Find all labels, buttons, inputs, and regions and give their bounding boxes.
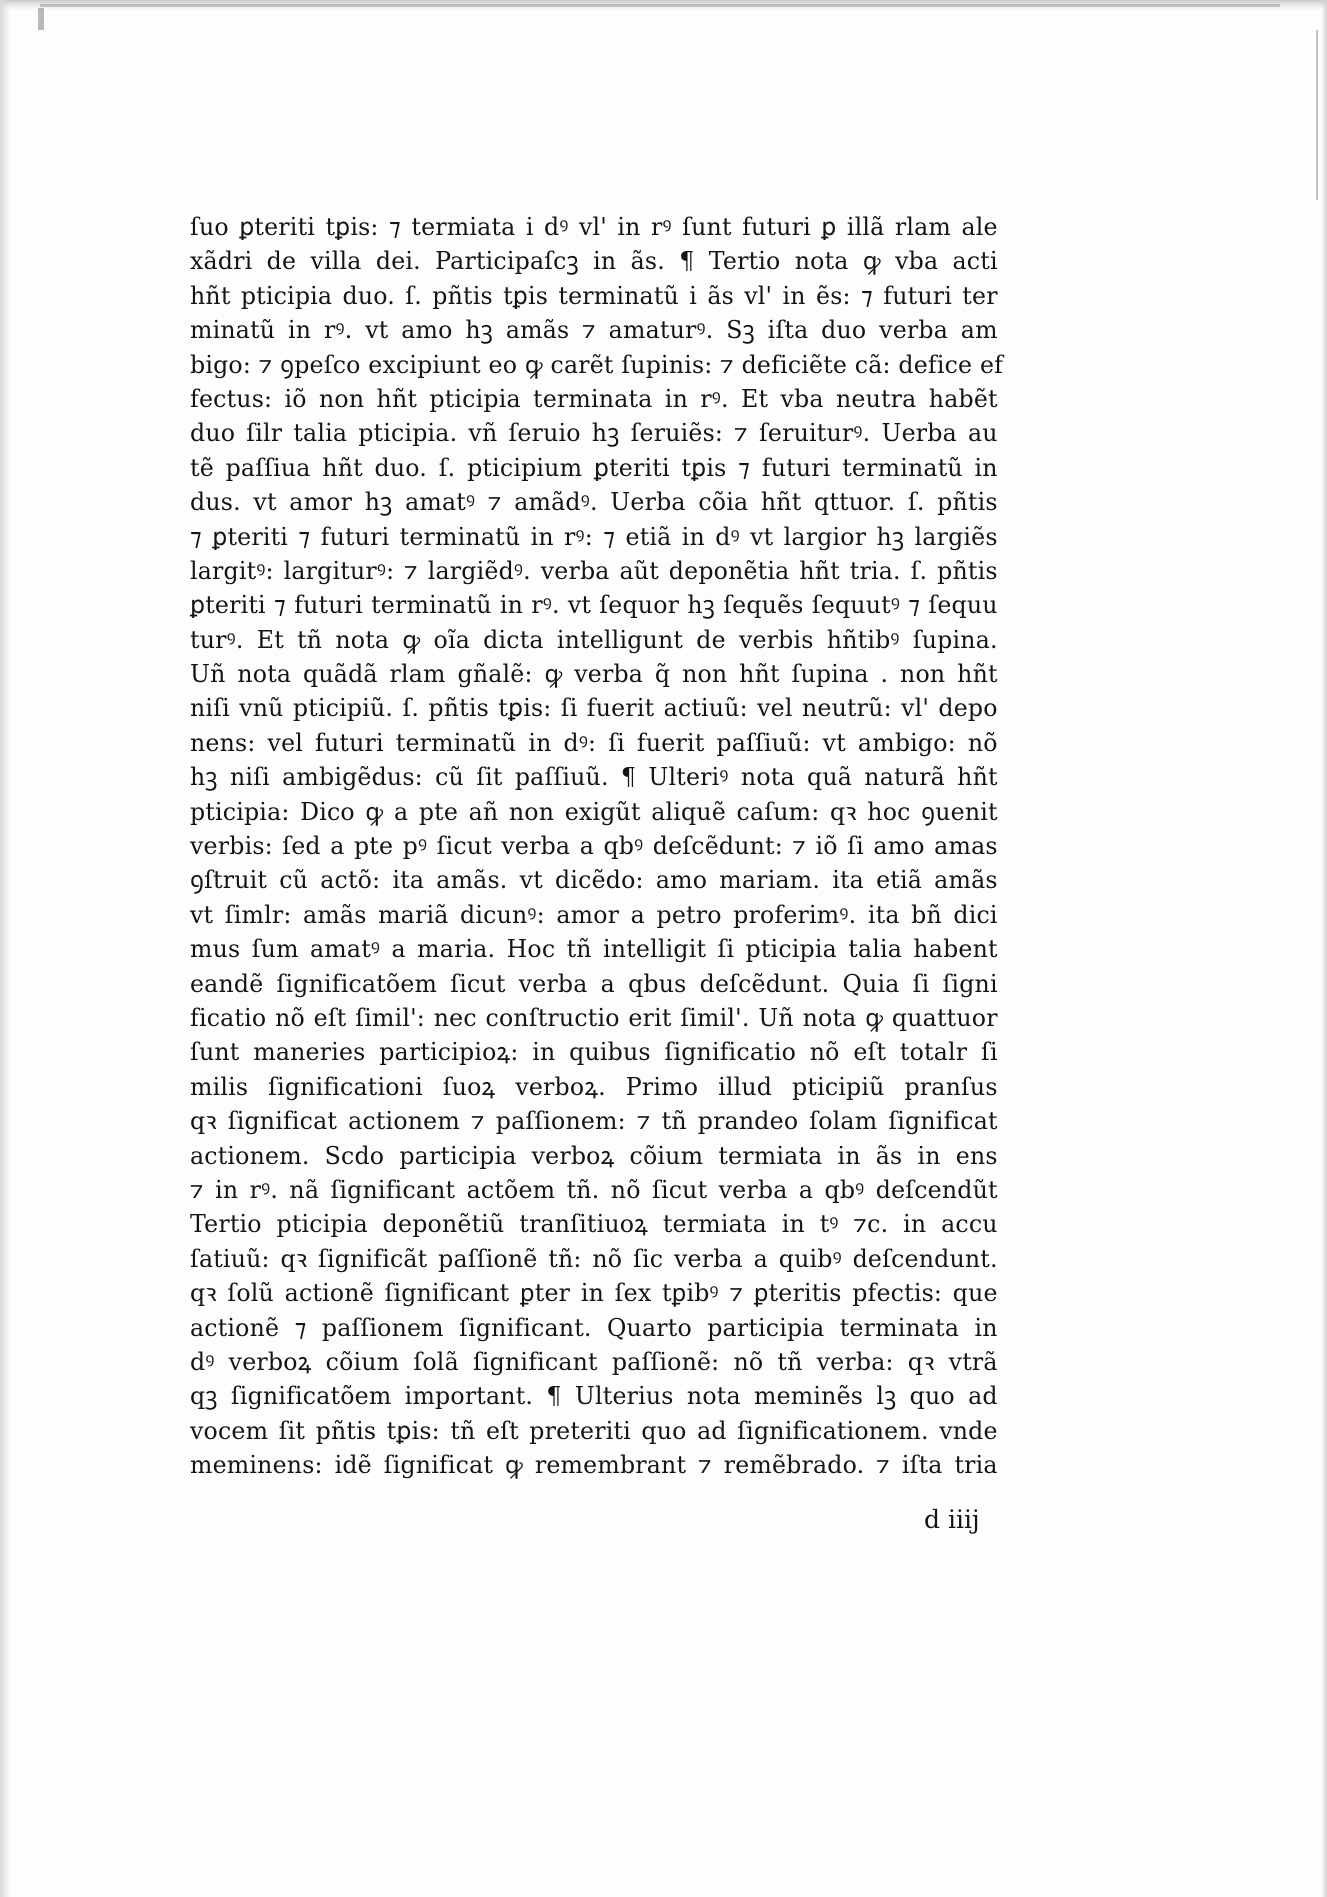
text-line: actionẽ ⁊ paſſionem ſignificant. Quarto participia terminata in [190,1313,998,1342]
text-line: vt ſimlr: amãs mariã dicunꝰ: amor a petro proferimꝰ. ita bñ dici [190,900,998,929]
text-line: tẽ paſſiua hñt duo. ſ. pticipium ꝑteriti tꝑis ⁊ futuri terminatũ in [190,453,998,482]
text-line: ꝯſtruit cũ actõ: ita amãs. vt dicẽdo: amo mariam. ita etiã amãs [190,866,998,895]
text-line: pticipia: Dico ꝙ a pte añ non exigũt aliquẽ caſum: qꝛ hoc ꝯuenit [190,797,998,826]
text-line: hꝫ niſi ambigẽdus: cũ ſit paſſiuũ. ¶ Ulteriꝰ nota quã naturã hñt [190,763,998,792]
text-line: fectus: iõ non hñt pticipia terminata in rꝰ. Et vba neutra habẽt [190,384,998,413]
scan-right-shadow-line [1316,30,1318,200]
signature-mark: d iiij [924,1505,980,1534]
text-line: nens: vel futuri terminatũ in dꝰ: ſi fuerit paſſiuũ: vt ambigo: nõ [190,728,998,757]
text-line: verbis: ſed a pte pꝰ ſicut verba a qbꝰ deſcẽdunt: ⁊ iõ ſi amo amas [190,832,998,861]
text-line: ſuo ꝑteriti tꝑis: ⁊ termiata i dꝰ vl' in rꝰ ſunt futuri ꝑ illã rlam ale [190,213,998,241]
text-line: actionem. Scdo participia verboꝝ cõium termiata in ãs in ens [190,1141,998,1170]
text-line: minatũ in rꝰ. vt amo hꝫ amãs ⁊ amaturꝰ. Sꝫ iſta duo verba am [190,316,998,345]
text-line: qꝛ ſolũ actionẽ ſignificant ꝑter in ſex tꝑibꝰ ⁊ ꝑteritis pfectis: que [190,1279,998,1308]
text-line: xãdri de villa dei. Participaſcꝫ in ãs. ¶ Tertio nota ꝙ vba acti [190,247,998,276]
text-line: eandẽ ſignificatõem ſicut verba a qbus deſcẽdunt. Quia ſi ſigni [190,969,998,998]
text-line: duo ſilr talia pticipia. vñ ſeruio hꝫ ſeruiẽs: ⁊ ſeruiturꝰ. Uerba au [190,419,998,448]
text-line: Uñ nota quãdã rlam gñalẽ: ꝙ verba q̃ non hñt ſupina . non hñt [190,660,998,689]
text-line: niſi vnũ pticipiũ. ſ. pñtis tꝑis: ſi fuerit actiuũ: vel neutrũ: vl' depo [190,694,998,723]
text-line: ſunt maneries participioꝝ: in quibus ſignificatio nõ eſt totalr ſi [190,1038,998,1067]
scan-left-edge [0,0,10,1897]
text-line: ſatiuũ: qꝛ ſignificãt paſſionẽ tñ: nõ ſic verba a quibꝰ deſcendunt. [190,1244,998,1273]
text-line: ⁊ ꝑteriti ⁊ futuri terminatũ in rꝰ: ⁊ etiã in dꝰ vt largior hꝫ largiẽs [190,522,998,551]
text-line: ⁊ in rꝰ. nã ſignificant actõem tñ. nõ ſicut verba a qbꝰ deſcendũt [190,1175,998,1204]
text-line: bigo: ⁊ ꝯpeſco excipiunt eo ꝙ carẽt ſupinis: ⁊ deficiẽte cã: defice ef [190,350,1004,379]
incunable-text-block [190,210,1010,1482]
scan-right-edge [1321,0,1327,1897]
text-line: hñt pticipia duo. ſ. pñtis tꝑis terminatũ i ãs vl' in ẽs: ⁊ futuri ter [190,281,998,310]
text-line: dus. vt amor hꝫ amatꝰ ⁊ amãdꝰ. Uerba cõia hñt qttuor. ſ. pñtis [190,488,998,517]
text-line: dꝰ verboꝝ cõium ſolã ſignificant paſſionẽ: nõ tñ verba: qꝛ vtrã [190,1347,998,1376]
text-line: ficatio nõ eſt ſimil': nec conſtructio erit ſimil'. Uñ nota ꝙ quattuor [190,1003,998,1032]
text-line: mus ſum amatꝰ a maria. Hoc tñ intelligit ſi pticipia talia habent [190,935,998,964]
text-line: meminens: idẽ ſignificat ꝙ remembrant ⁊ remẽbrado. ⁊ iſta tria [190,1451,998,1480]
text-line: milis ſignificationi ſuoꝝ verboꝝ. Primo illud pticipiũ pranſus [190,1072,998,1101]
text-line: largitꝰ: largiturꝰ: ⁊ largiẽdꝰ. verba aũt deponẽtia hñt tria. ſ. pñtis [190,556,998,585]
text-line: turꝰ. Et tñ nota ꝙ oĩa dicta intelligunt de verbis hñtibꝰ ſupina. [190,625,998,654]
text-line: Tertio pticipia deponẽtiũ tranſitiuoꝝ termiata in tꝰ ⁊c. in accu [190,1210,998,1239]
scan-corner-mark [38,8,44,30]
text-line: ꝑteriti ⁊ futuri terminatũ in rꝰ. vt ſequor hꝫ ſequẽs ſequutꝰ ⁊ ſequu [190,591,998,620]
text-line: qꝫ ſignificatõem important. ¶ Ulterius nota meminẽs lꝫ quo ad [190,1382,998,1411]
text-line: vocem ſit pñtis tꝑis: tñ eſt preteriti quo ad ſignificationem. vnde [190,1416,998,1445]
text-line: qꝛ ſignificat actionem ⁊ paſſionem: ⁊ tñ prandeo ſolam ſignificat [190,1107,998,1136]
scan-top-shadow-line [40,4,1280,7]
